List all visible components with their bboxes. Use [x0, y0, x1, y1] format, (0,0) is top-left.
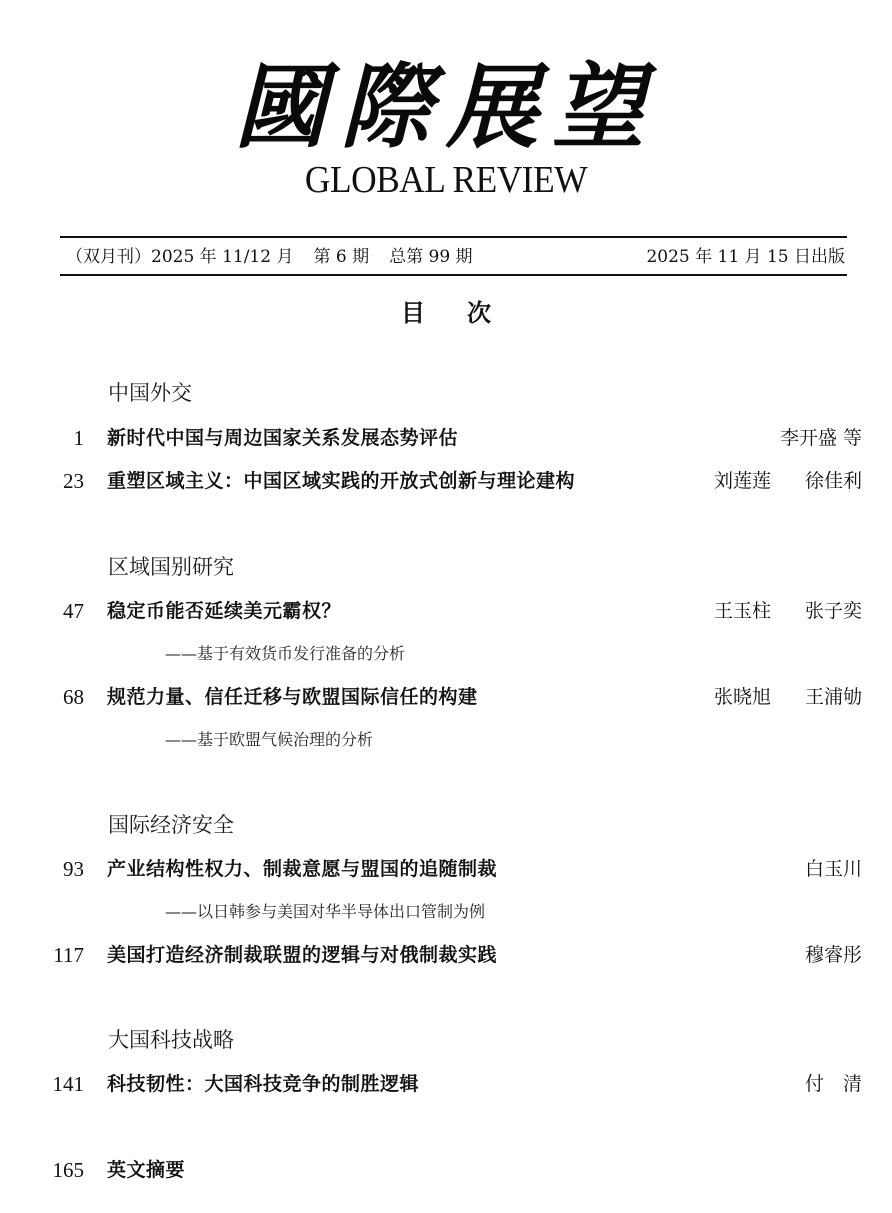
author: 刘莲莲 — [713, 470, 771, 492]
article-authors — [771, 1068, 862, 1100]
toc-entry-english-abstracts[interactable] — [0, 1154, 892, 1186]
article-subtitle: ——基于欧盟气候治理的分析 — [165, 730, 374, 749]
toc-entry[interactable] — [0, 595, 892, 627]
toc-entry[interactable] — [0, 681, 892, 713]
author: 李开盛 等 — [779, 427, 862, 449]
article-title[interactable]: 科技韧性：大国科技竞争的制胜逻辑 — [107, 1073, 420, 1095]
page-number: 68 — [63, 685, 84, 709]
article-title[interactable]: 产业结构性权力、制裁意愿与盟国的追随制裁 — [107, 858, 498, 880]
author: 徐佳利 — [804, 470, 862, 492]
page-number: 117 — [53, 943, 84, 967]
article-authors — [680, 465, 862, 497]
section-heading: 国际经济安全 — [108, 813, 234, 837]
article-subtitle: ——基于有效货币发行准备的分析 — [165, 644, 406, 663]
header-rule-bottom — [60, 274, 847, 276]
journal-logo-english: GLOBAL REVIEW — [304, 159, 588, 201]
publish-date: 2025 年 11 月 15 日出版 — [646, 247, 845, 267]
header-rule-top — [60, 236, 847, 238]
toc-entry[interactable] — [0, 939, 892, 971]
page-number: 23 — [63, 469, 84, 493]
article-subtitle: ——以日韩参与美国对华半导体出口管制为例 — [165, 902, 486, 921]
article-authors — [680, 595, 862, 627]
toc-entry[interactable] — [0, 1068, 892, 1100]
issue-total-number: 总第 99 期 — [389, 247, 473, 267]
issue-frequency: （双月刊）2025 年 11/12 月 — [66, 247, 294, 267]
article-title[interactable]: 英文摘要 — [107, 1159, 186, 1181]
article-title[interactable]: 稳定币能否延续美元霸权？ — [107, 600, 342, 622]
author: 张晓旭 — [713, 686, 771, 708]
page-number: 93 — [63, 857, 84, 881]
page-number: 47 — [63, 599, 84, 623]
author: 王玉柱 — [713, 600, 771, 622]
journal-logo-chinese: 國際展望 — [233, 53, 658, 161]
author: 白玉川 — [804, 858, 862, 880]
author: 张子奕 — [804, 600, 862, 622]
toc-entry[interactable] — [0, 422, 892, 454]
section-heading: 中国外交 — [108, 381, 192, 405]
issue-info-left — [66, 243, 493, 271]
article-authors — [771, 939, 862, 971]
page-number: 1 — [73, 426, 84, 450]
toc-heading: 目次 — [401, 298, 533, 327]
author: 王浦劬 — [804, 686, 862, 708]
author: 付 清 — [804, 1073, 862, 1095]
article-authors — [680, 681, 862, 713]
article-title[interactable]: 美国打造经济制裁联盟的逻辑与对俄制裁实践 — [107, 944, 498, 966]
toc-entry[interactable] — [0, 465, 892, 497]
author: 穆睿彤 — [804, 944, 862, 966]
article-authors — [771, 853, 862, 885]
issue-number: 第 6 期 — [313, 247, 370, 267]
section-heading: 大国科技战略 — [108, 1028, 234, 1052]
article-title[interactable]: 规范力量、信任迁移与欧盟国际信任的构建 — [107, 686, 478, 708]
article-title[interactable]: 重塑区域主义：中国区域实践的开放式创新与理论建构 — [107, 470, 576, 492]
page-number: 165 — [52, 1158, 84, 1182]
issue-info-bar — [60, 243, 847, 271]
article-title[interactable]: 新时代中国与周边国家关系发展态势评估 — [107, 427, 459, 449]
toc-entry[interactable] — [0, 853, 892, 885]
page-number: 141 — [52, 1072, 84, 1096]
section-heading: 区域国别研究 — [108, 555, 234, 579]
article-authors — [746, 422, 862, 454]
